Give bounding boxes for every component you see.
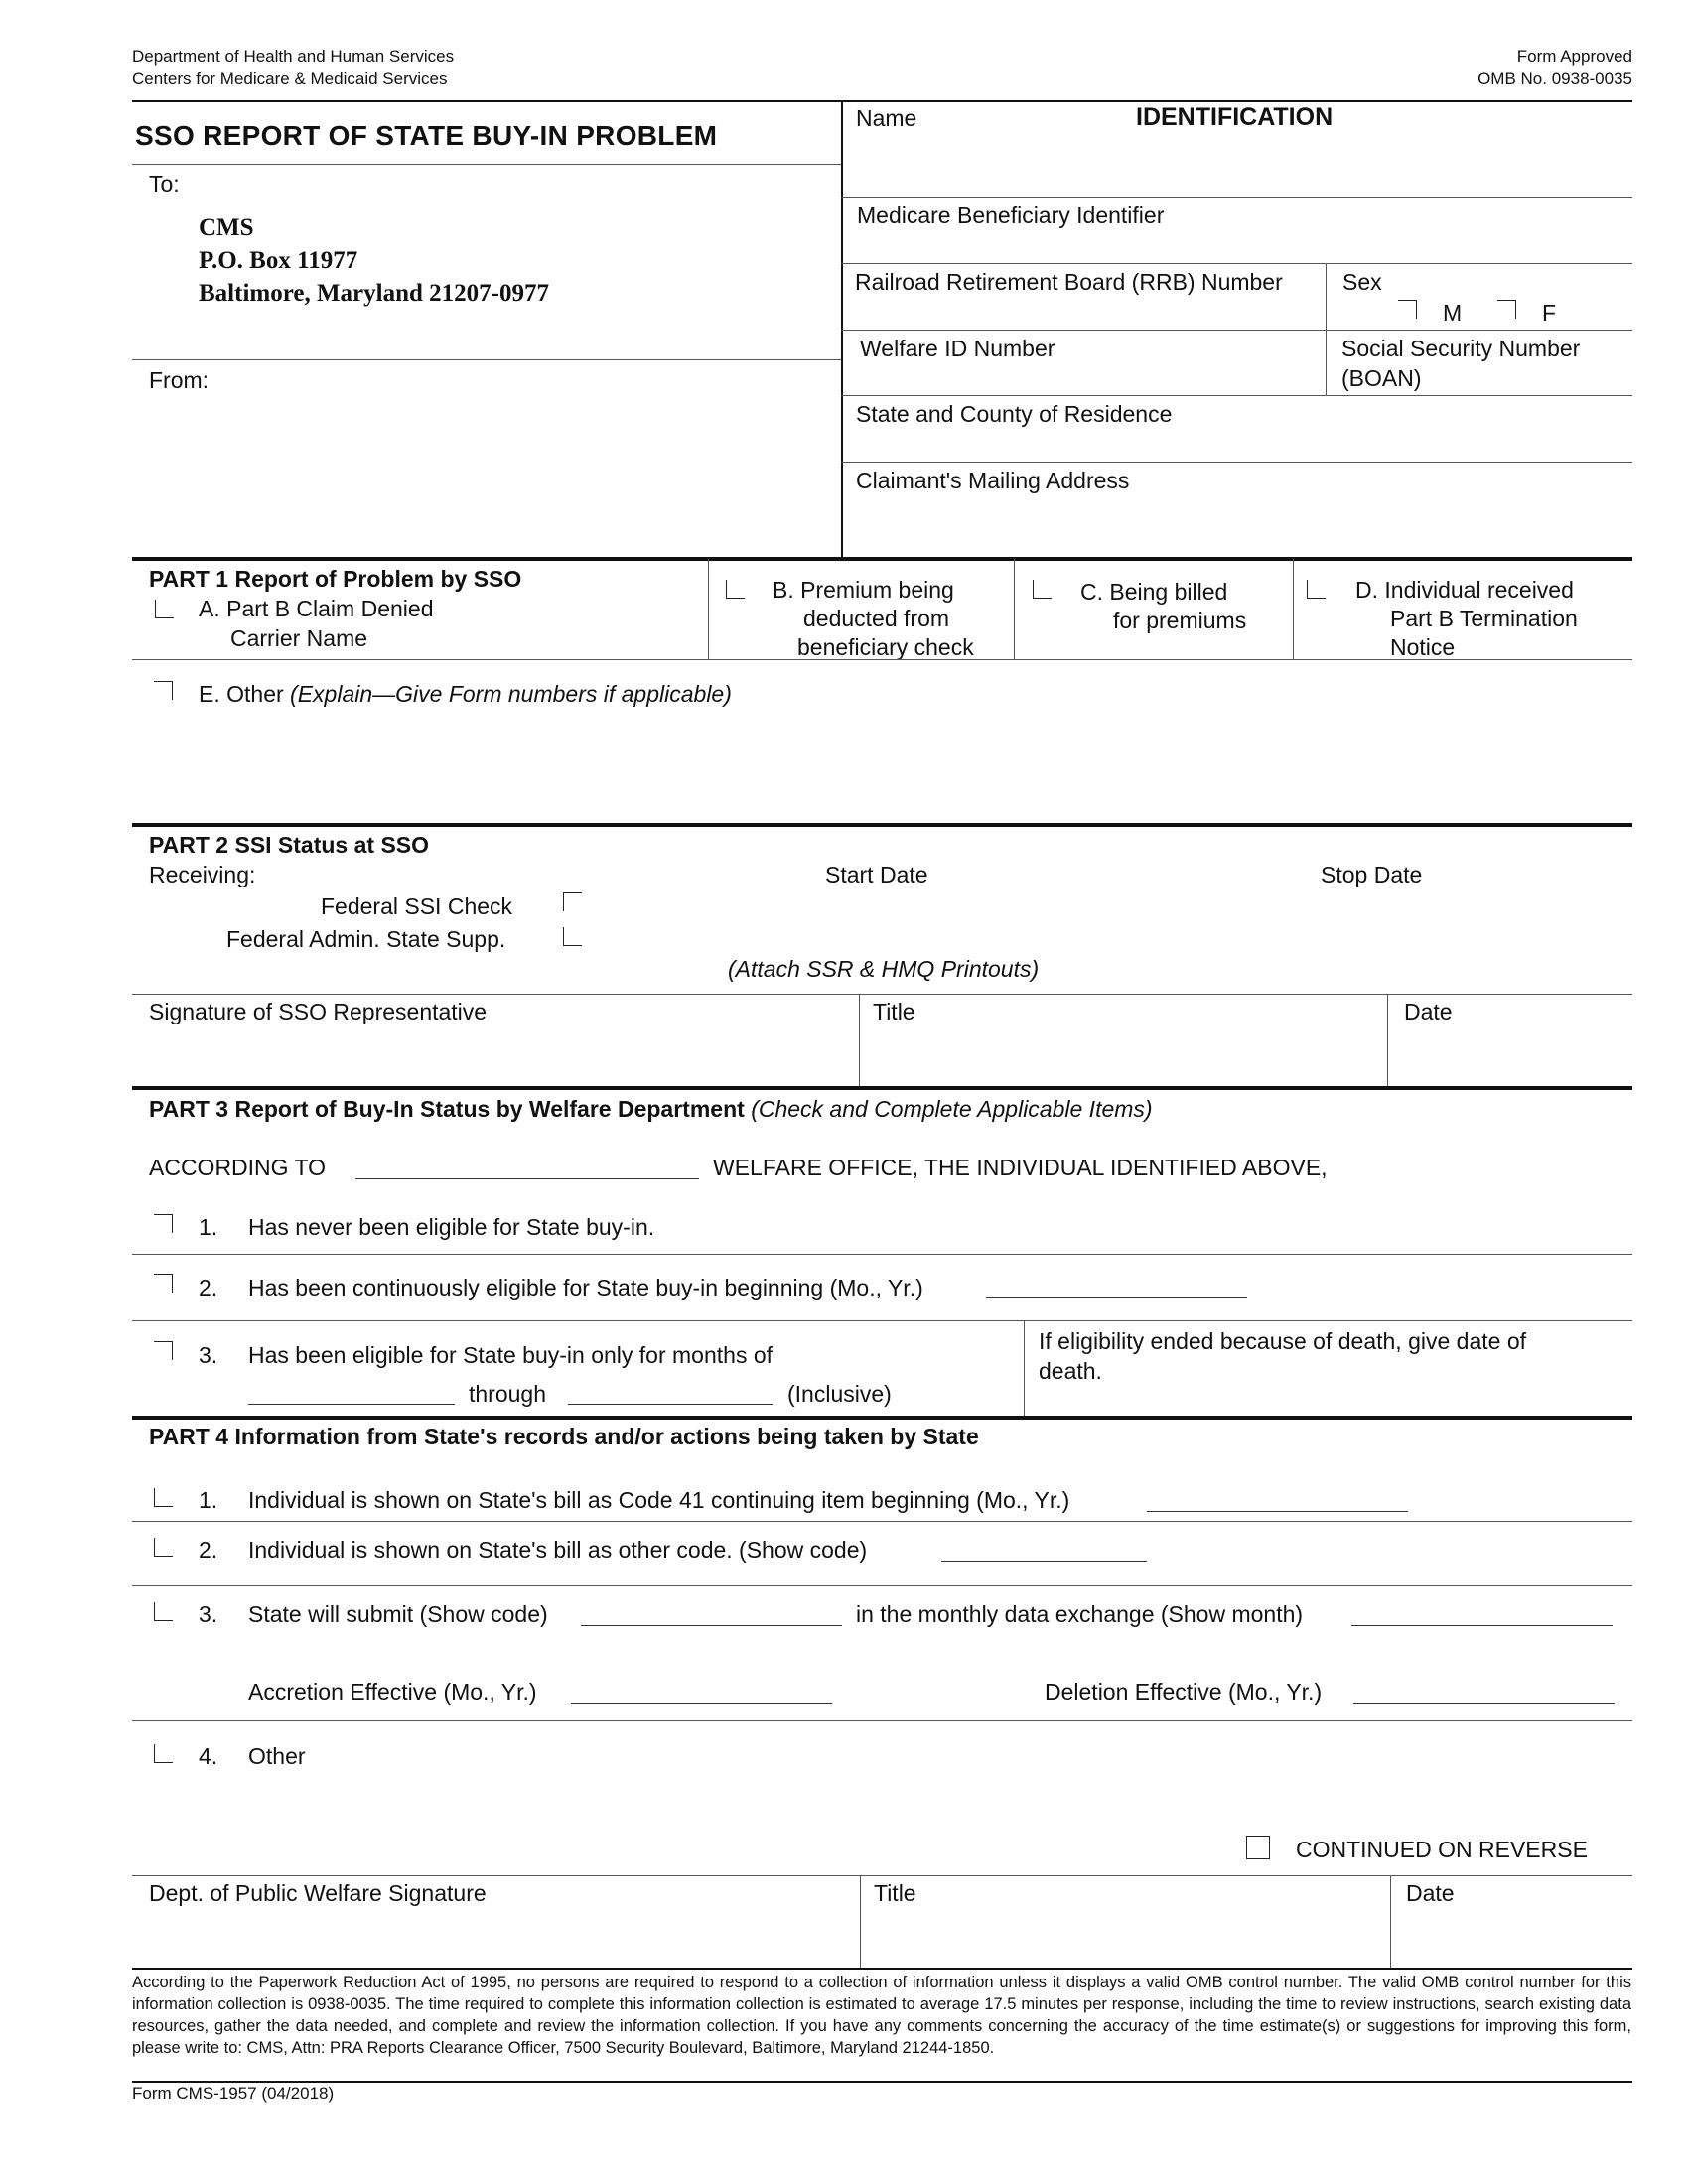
federal-ssi-label: Federal SSI Check — [321, 893, 513, 919]
state-county-label: State and County of Residence — [856, 401, 1173, 427]
welfare-id-label: Welfare ID Number — [860, 336, 1055, 361]
part4-item2-text: Individual is shown on State's bill as other code. (Show code) — [248, 1537, 868, 1563]
according-to-label: ACCORDING TO — [149, 1155, 327, 1180]
mailing-address-field[interactable] — [856, 496, 1624, 553]
part4-item4-other-field[interactable] — [328, 1739, 1622, 1801]
part4-rule-1 — [132, 1521, 1632, 1522]
form-number: Form CMS-1957 (04/2018) — [132, 2084, 335, 2103]
part4-item3-month-field[interactable] — [1351, 1599, 1617, 1626]
part4-item2-checkbox[interactable] — [154, 1538, 173, 1557]
part1-e-label — [199, 681, 732, 708]
mbi-label: Medicare Beneficiary Identifier — [857, 203, 1165, 228]
part4-item1-text: Individual is shown on State's bill as Code 41 continuing item beginning (Mo., Yr.) — [248, 1487, 1070, 1513]
part3-item3-number: 3. — [199, 1342, 218, 1368]
deletion-label: Deletion Effective (Mo., Yr.) — [1045, 1679, 1323, 1705]
welfare-title-label: Title — [874, 1880, 916, 1906]
welfare-date-label: Date — [1406, 1880, 1455, 1906]
welfare-office-field[interactable] — [355, 1152, 703, 1179]
id-rule-4 — [841, 395, 1632, 396]
part4-sig-divider-2 — [1390, 1875, 1391, 1968]
address-line-2: P.O. Box 11977 — [199, 247, 358, 274]
part2-sig-rule — [132, 994, 1632, 995]
part3-item2-number: 2. — [199, 1275, 218, 1300]
part3-top-rule — [132, 1086, 1632, 1090]
part2-title: PART 2 SSI Status at SSO — [149, 832, 430, 858]
state-county-field[interactable] — [856, 429, 1624, 461]
mailing-address-label: Claimant's Mailing Address — [856, 468, 1130, 493]
sso-title-label: Title — [873, 999, 915, 1024]
sex-f-checkbox[interactable] — [1497, 300, 1516, 319]
identification-title: IDENTIFICATION — [1136, 103, 1334, 131]
footer-top-rule — [132, 1968, 1632, 1970]
part4-title: PART 4 Information from State's records and/or actions being taken by State — [149, 1424, 979, 1449]
part4-sig-divider-1 — [860, 1875, 861, 1968]
from-label: From: — [149, 367, 210, 393]
part4-top-rule — [132, 1416, 1632, 1420]
id-rule-1 — [841, 197, 1632, 198]
part1-d-line-2: Part B Termination — [1390, 606, 1578, 631]
part4-item4-number: 4. — [199, 1743, 218, 1769]
top-divider — [841, 100, 843, 557]
part2-sig-divider-1 — [859, 994, 860, 1086]
id-rule-5 — [841, 462, 1632, 463]
omb-number: OMB No. 0938-0035 — [1477, 69, 1632, 88]
part4-item4-checkbox[interactable] — [154, 1744, 173, 1763]
part2-sig-divider-2 — [1387, 994, 1388, 1086]
part1-a-checkbox[interactable] — [155, 600, 174, 618]
part4-rule-2 — [132, 1585, 1632, 1586]
part1-divider-2 — [1014, 559, 1015, 659]
part1-d-line-3: Notice — [1390, 634, 1456, 660]
form-title: SSO REPORT OF STATE BUY-IN PROBLEM — [135, 120, 718, 151]
part1-c-line-2: for premiums — [1113, 608, 1247, 633]
part4-item2-number: 2. — [199, 1537, 218, 1563]
from-field[interactable] — [149, 397, 828, 548]
part4-rule-3 — [132, 1720, 1632, 1721]
part3-item1-number: 1. — [199, 1214, 218, 1240]
part4-item3-number: 3. — [199, 1601, 218, 1627]
part1-mid-rule — [132, 659, 1632, 660]
dept-line-2: Centers for Medicare & Medicaid Services — [132, 69, 448, 88]
part1-e-checkbox[interactable] — [154, 681, 173, 700]
part4-item3-text-b: in the monthly data exchange (Show month) — [856, 1601, 1304, 1627]
ssn-label-line-2: (BOAN) — [1341, 365, 1422, 391]
part3-item3-checkbox[interactable] — [154, 1341, 173, 1360]
part2-top-rule — [132, 823, 1632, 827]
part3-death-divider — [1024, 1320, 1025, 1416]
part3-item3-through: through — [469, 1381, 547, 1407]
continued-on-reverse-label: CONTINUED ON REVERSE — [1296, 1837, 1588, 1862]
federal-admin-checkbox[interactable] — [563, 927, 582, 946]
part3-item2-date-field[interactable] — [986, 1272, 1251, 1298]
rrb-field[interactable] — [855, 297, 1316, 329]
address-line-3: Baltimore, Maryland 21207-0977 — [199, 280, 549, 307]
part3-item3-to-field[interactable] — [568, 1378, 776, 1405]
form-approved: Form Approved — [1516, 47, 1632, 66]
id-rule-3 — [841, 330, 1632, 331]
part4-item3-code-field[interactable] — [581, 1599, 846, 1626]
continued-on-reverse-checkbox[interactable] — [1246, 1836, 1270, 1859]
attach-note: (Attach SSR & HMQ Printouts) — [728, 956, 1040, 982]
mbi-field[interactable] — [857, 230, 1625, 262]
part1-e-note: (Explain—Give Form numbers if applicable) — [290, 681, 732, 707]
footer-bottom-rule — [132, 2081, 1632, 2083]
part1-a-line-1: A. Part B Claim Denied — [199, 596, 434, 621]
receiving-label: Receiving: — [149, 862, 256, 887]
part1-divider-3 — [1293, 559, 1294, 659]
part3-item3-inclusive: (Inclusive) — [787, 1381, 892, 1407]
part1-a-line-2: Carrier Name — [230, 625, 368, 651]
part3-rule-1 — [132, 1254, 1632, 1255]
title-rule — [132, 164, 841, 165]
part3-item3-line-1: Has been eligible for State buy-in only for months of — [248, 1342, 774, 1368]
part1-e-other-field[interactable] — [199, 715, 1622, 816]
part4-item3-text-a: State will submit (Show code) — [248, 1601, 548, 1627]
part1-b-line-3: beneficiary check — [797, 634, 974, 660]
name-label: Name — [856, 105, 917, 131]
accretion-label: Accretion Effective (Mo., Yr.) — [248, 1679, 537, 1705]
part1-divider-1 — [708, 559, 709, 659]
ssn-label-line-1: Social Security Number — [1341, 336, 1581, 361]
sso-date-label: Date — [1404, 999, 1453, 1024]
dept-line-1: Department of Health and Human Services — [132, 47, 455, 66]
from-rule — [132, 359, 841, 360]
sex-m-checkbox[interactable] — [1398, 300, 1417, 319]
part1-c-checkbox[interactable] — [1033, 580, 1052, 599]
pra-notice: According to the Paperwork Reduction Act of 1995, no persons are required to respond to a collection of information unless it displays a valid OMB control number. The valid OMB control number for this information collection is 0938-0035. The time required to complete this information collection is estimated to average 17.5 minutes per response, including the time to review instructions, search existing data resources, gather the data needed, and complete and review the information collection. If you have any comments concerning the accuracy of the time estimate(s) or suggestions for improving this form, please write to: CMS, Attn: PRA Reports Clearance Officer, 7500 Security Boulevard, Baltimore, Maryland 21244-1850. — [132, 1974, 1631, 2057]
part3-item2-checkbox[interactable] — [154, 1274, 173, 1293]
according-rest-label: WELFARE OFFICE, THE INDIVIDUAL IDENTIFIED ABOVE, — [713, 1155, 1328, 1180]
sex-f-label: F — [1542, 300, 1557, 326]
sex-m-label: M — [1443, 300, 1463, 326]
welfare-id-field[interactable] — [860, 363, 1316, 395]
part4-item2-code-field[interactable] — [941, 1535, 1151, 1562]
part3-title-note: (Check and Complete Applicable Items) — [751, 1096, 1153, 1122]
name-field[interactable] — [856, 139, 1624, 196]
part3-item1-checkbox[interactable] — [154, 1214, 173, 1233]
part1-e-text: E. Other — [199, 681, 284, 707]
stop-date-label: Stop Date — [1321, 862, 1423, 887]
part3-item1-text: Has never been eligible for State buy-in. — [248, 1214, 655, 1240]
part1-b-line-2: deducted from — [803, 606, 950, 631]
sso-signature-label: Signature of SSO Representative — [149, 999, 488, 1024]
id-rule-2 — [841, 263, 1632, 264]
part4-sig-rule — [132, 1875, 1632, 1876]
part1-title: PART 1 Report of Problem by SSO — [149, 566, 522, 592]
welfare-signature-label: Dept. of Public Welfare Signature — [149, 1880, 487, 1906]
part1-d-line-1: D. Individual received — [1355, 577, 1574, 603]
start-date-label: Start Date — [825, 862, 928, 887]
part3-item2-text: Has been continuously eligible for State buy-in beginning (Mo., Yr.) — [248, 1275, 923, 1300]
part3-title — [149, 1096, 1153, 1123]
part4-item1-date-field[interactable] — [1147, 1485, 1412, 1512]
part3-rule-2 — [132, 1320, 1632, 1321]
to-label: To: — [149, 171, 180, 197]
deletion-field[interactable] — [1353, 1677, 1618, 1704]
part4-item4-text: Other — [248, 1743, 306, 1769]
address-line-1: CMS — [199, 214, 254, 241]
part1-b-line-1: B. Premium being — [773, 577, 954, 603]
federal-admin-label: Federal Admin. State Supp. — [226, 926, 506, 952]
accretion-field[interactable] — [571, 1677, 836, 1704]
death-line-1: If eligibility ended because of death, give date of — [1039, 1328, 1527, 1354]
rrb-label: Railroad Retirement Board (RRB) Number — [855, 269, 1283, 295]
death-line-2: death. — [1039, 1358, 1102, 1384]
part3-title-text: PART 3 Report of Buy-In Status by Welfare Department — [149, 1096, 745, 1122]
federal-ssi-checkbox[interactable] — [563, 892, 582, 911]
part4-item1-number: 1. — [199, 1487, 218, 1513]
part4-item1-checkbox[interactable] — [154, 1488, 173, 1507]
part1-c-line-1: C. Being billed — [1080, 579, 1228, 605]
part3-item3-from-field[interactable] — [248, 1378, 459, 1405]
part4-item3-checkbox[interactable] — [154, 1602, 173, 1621]
part1-top-rule — [132, 557, 1632, 561]
part1-d-checkbox[interactable] — [1307, 580, 1326, 599]
part1-b-checkbox[interactable] — [726, 580, 745, 599]
sex-label: Sex — [1342, 269, 1382, 295]
header-rule — [132, 100, 1632, 102]
